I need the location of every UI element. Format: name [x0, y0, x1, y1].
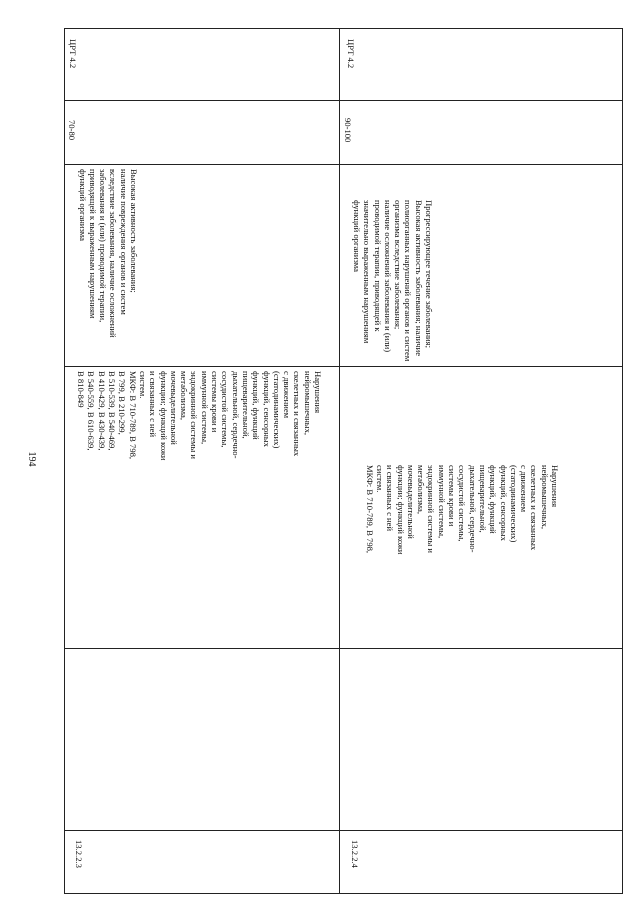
row-reference: ЦРТ 4.2	[346, 39, 356, 69]
table-border-right	[622, 28, 623, 894]
table-border-bottom	[64, 893, 623, 894]
column-divider	[64, 100, 623, 101]
row-impairments: Нарушения нейромышечных, скелетных и связанных с движением (статодинамических) функций, сенсорных функций, функций пищеварительной, дыхательной, сердечно- сосудистой системы, системы крови и иммунной системы, эндокринной системы и метаболизма, мочевыделительной функции; функций кожи и связанных с ней систем. МКФ: В 710-789, В 798,	[364, 465, 560, 555]
row-code: 13.2.2.3	[74, 840, 84, 868]
row-code: 13.2.2.4	[350, 840, 360, 868]
row-impairments: Нарушения нейромышечных, скелетных и связанных с движением (статодинамических) функций, сенсорных функций, функций пищеварительной, дыхательной, сердечно- сосудистой системы, системы крови и иммунной системы, эндокринной системы и метаболизма, мочевыделительной функции; функций кожи и связанных с ней систем. МКФ: В 710-789, В 798, В 799, В 210-299, В 510-539, В 540-469, В 410-429, В 430-439, В 540-559, В 610-639, В 810-849	[76, 371, 323, 461]
row-reference: ЦРТ 4.2	[68, 39, 78, 69]
page-number: 194	[26, 451, 37, 467]
table-border-left	[64, 28, 65, 894]
row-characteristic: Прогрессирующее течение заболевания; Высокая активность заболевания; наличие полиорганных нарушений органов и систем организма вследствие заболевания; наличие осложнений заболевания и (или) проводимой терапии, приводящей к значительно выраженным нарушениям функций организма	[351, 200, 434, 362]
row-percent: 90-100	[343, 118, 353, 143]
row-divider	[339, 28, 340, 894]
row-percent: 70-80	[67, 120, 77, 141]
column-divider	[64, 366, 623, 367]
row-characteristic: Высокая активность заболевания; наличие повреждения органов и систем вследствие заболевания, наличие осложнений заболевания и (или) проводимой терапии, приводящей к выраженным нарушениям функций организма	[77, 169, 139, 338]
table-border-top	[64, 28, 623, 29]
column-divider	[64, 830, 623, 831]
column-divider	[64, 164, 623, 165]
